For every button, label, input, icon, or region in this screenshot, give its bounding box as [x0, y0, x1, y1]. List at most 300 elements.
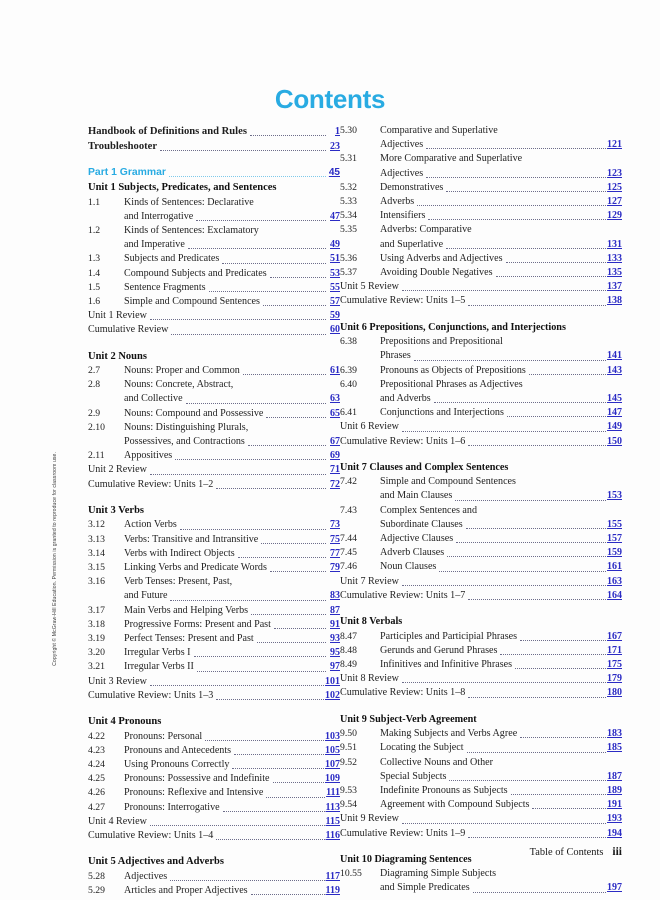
toc-entry-continuation[interactable]	[88, 238, 340, 252]
toc-entry[interactable]	[340, 266, 622, 280]
toc-entry-title: Irregular Verbs II	[124, 661, 194, 673]
toc-entry-title: Pronouns: Interrogative	[124, 801, 220, 813]
toc-entry-title: Perfect Tenses: Present and Past	[124, 632, 254, 644]
toc-page-number[interactable]: 133	[607, 252, 622, 264]
toc-entry[interactable]	[340, 504, 622, 518]
toc-entry[interactable]	[88, 518, 340, 532]
toc-entry[interactable]	[340, 209, 622, 223]
leader-dots	[175, 450, 326, 460]
toc-entry-number: 9.50	[340, 728, 357, 740]
leader-dots	[273, 773, 324, 783]
toc-entry[interactable]	[88, 801, 340, 815]
toc-entry[interactable]	[340, 406, 622, 420]
toc-page-number[interactable]: 143	[607, 364, 622, 376]
toc-entry-title: Unit 8 Review	[340, 673, 399, 685]
leader-dots	[468, 828, 606, 838]
toc-entry-title: Troubleshooter	[88, 141, 158, 152]
leader-dots	[532, 799, 606, 809]
leader-dots	[529, 365, 606, 375]
toc-entry[interactable]	[340, 644, 622, 658]
toc-page-number[interactable]: 193	[607, 813, 622, 825]
leader-dots	[496, 267, 606, 277]
toc-review-entry[interactable]	[340, 686, 622, 700]
toc-entry-number: 10.55	[340, 868, 362, 880]
toc-entry-title: and Future	[124, 590, 168, 602]
toc-page-number[interactable]: 157	[607, 533, 622, 545]
toc-entry[interactable]	[88, 421, 340, 435]
toc-entry[interactable]	[340, 378, 622, 392]
toc-entry-title: Kinds of Sentences: Declarative	[124, 196, 254, 208]
toc-page-number[interactable]: 127	[607, 196, 622, 208]
leader-dots	[274, 619, 326, 629]
toc-entry-title: Indefinite Pronouns as Subjects	[380, 784, 508, 796]
footer-label: Table of Contents	[529, 847, 604, 858]
toc-page-number[interactable]: 67	[330, 436, 340, 448]
toc-review-entry[interactable]	[88, 829, 340, 843]
unit-heading: Unit 2 Nouns	[88, 350, 147, 362]
toc-entry[interactable]	[88, 224, 340, 238]
toc-page-number[interactable]: 191	[607, 799, 622, 811]
toc-page-number[interactable]: 145	[607, 392, 622, 404]
toc-entry-number: 5.35	[340, 224, 357, 236]
toc-entry-number: 3.14	[88, 547, 105, 559]
page-title: Contents	[274, 84, 386, 114]
toc-review-entry[interactable]	[88, 309, 340, 323]
toc-page-number[interactable]: 117	[325, 870, 340, 882]
toc-entry-number: 3.21	[88, 661, 105, 673]
leader-dots	[216, 830, 324, 840]
toc-entry-number: 5.30	[340, 125, 357, 136]
toc-page-number[interactable]: 135	[607, 267, 622, 279]
toc-entry-title: and Collective	[124, 393, 183, 405]
toc-page-number[interactable]: 53	[330, 267, 340, 279]
toc-page-number[interactable]: 115	[325, 815, 340, 827]
toc-page-number[interactable]: 137	[607, 281, 622, 293]
toc-entry-title: Cumulative Review: Units 1–7	[340, 589, 466, 601]
toc-entry[interactable]	[88, 281, 340, 295]
toc-entry[interactable]	[340, 727, 622, 741]
toc-entry-title: Demonstratives	[380, 181, 444, 193]
toc-review-entry[interactable]	[340, 420, 622, 434]
leader-dots	[468, 296, 606, 306]
toc-page-number[interactable]: 113	[325, 801, 340, 813]
toc-page-number[interactable]: 150	[607, 435, 622, 447]
toc-entry[interactable]	[340, 630, 622, 644]
toc-page-number[interactable]: 138	[607, 295, 622, 307]
toc-entry[interactable]	[88, 604, 340, 618]
toc-review-entry[interactable]	[340, 589, 622, 603]
toc-entry-title: Unit 2 Review	[88, 464, 147, 476]
toc-page-number[interactable]: 95	[330, 647, 340, 659]
leader-dots	[520, 631, 606, 641]
leader-dots	[251, 605, 326, 615]
toc-entry-number: 3.20	[88, 647, 105, 659]
toc-entry[interactable]	[88, 575, 340, 589]
toc-entry-title: Noun Clauses	[380, 561, 437, 573]
toc-part-heading[interactable]	[88, 165, 340, 180]
unit-heading: Unit 1 Subjects, Predicates, and Sentences	[88, 182, 277, 193]
toc-page-number[interactable]: 129	[607, 210, 622, 222]
leader-dots	[194, 647, 326, 657]
toc-entry[interactable]	[88, 758, 340, 772]
toc-entry-title: Simple and Compound Sentences	[124, 295, 260, 307]
toc-entry-number: 1.6	[88, 295, 101, 307]
toc-page-number[interactable]: 163	[607, 575, 622, 587]
toc-entry-number: 2.8	[88, 379, 101, 391]
toc-entry[interactable]	[88, 533, 340, 547]
toc-entry-number: 5.36	[340, 252, 357, 264]
toc-entry-title: Pronouns: Personal	[124, 730, 203, 742]
toc-review-entry[interactable]	[340, 435, 622, 449]
toc-entry-number: 9.51	[340, 742, 357, 754]
leader-dots	[170, 591, 326, 601]
toc-entry-title: Adverbs: Comparative	[380, 224, 472, 236]
leader-dots	[171, 325, 326, 335]
toc-entry-title: Pronouns and Antecedents	[124, 744, 232, 756]
toc-entry-number: 5.34	[340, 210, 357, 222]
leader-dots	[250, 126, 326, 136]
page-footer	[530, 846, 622, 858]
toc-entry[interactable]	[88, 449, 340, 463]
leader-dots	[447, 547, 606, 557]
section-spacer	[88, 703, 340, 714]
toc-entry[interactable]	[88, 744, 340, 758]
toc-page-number[interactable]: 71	[330, 464, 340, 476]
toc-entry-continuation[interactable]	[340, 138, 622, 152]
toc-entry[interactable]	[88, 295, 340, 309]
toc-entry[interactable]	[340, 784, 622, 798]
toc-review-entry[interactable]	[340, 812, 622, 826]
toc-page-number[interactable]: 69	[330, 450, 340, 462]
toc-page-number[interactable]: 149	[607, 421, 622, 433]
leader-dots	[251, 885, 325, 895]
toc-entry-title: Handbook of Definitions and Rules	[88, 126, 247, 137]
toc-entry[interactable]	[88, 618, 340, 632]
toc-entry-continuation[interactable]	[340, 770, 622, 784]
toc-entry-title: Nouns: Concrete, Abstract,	[124, 379, 234, 391]
toc-page-number[interactable]: 23	[330, 141, 340, 152]
toc-page-number[interactable]: 194	[607, 827, 622, 839]
toc-entry-title: Verbs with Indirect Objects	[124, 547, 235, 559]
toc-entry-continuation[interactable]	[340, 518, 622, 532]
toc-page-number[interactable]: 57	[330, 295, 340, 307]
toc-page-number[interactable]: 87	[330, 604, 340, 616]
toc-page-number[interactable]: 183	[607, 728, 622, 740]
toc-entry-continuation[interactable]	[340, 238, 622, 252]
toc-entry[interactable]	[340, 124, 622, 138]
toc-page-number[interactable]: 55	[330, 281, 340, 293]
toc-entry-number: 6.39	[340, 364, 357, 376]
toc-page-number[interactable]: 187	[607, 770, 622, 782]
toc-toplevel-entry[interactable]	[88, 124, 340, 139]
toc-page-number[interactable]: 93	[330, 632, 340, 644]
toc-entry-number: 3.16	[88, 576, 105, 588]
toc-column-left	[88, 124, 340, 898]
toc-entry-title: Adjectives	[124, 870, 168, 882]
toc-entry[interactable]	[340, 364, 622, 378]
toc-page-number[interactable]: 153	[607, 490, 622, 502]
section-spacer	[340, 309, 622, 320]
toc-page-number[interactable]: 1	[335, 126, 340, 137]
toc-entry[interactable]	[340, 335, 622, 349]
toc-page-number[interactable]: 125	[607, 181, 622, 193]
toc-page-number[interactable]: 65	[330, 407, 340, 419]
toc-entry-title: and Simple Predicates	[380, 882, 470, 894]
toc-entry-number: 2.10	[88, 421, 105, 433]
toc-entry-title: Pronouns as Objects of Prepositions	[380, 364, 526, 376]
toc-entry-title: Pronouns: Reflexive and Intensive	[124, 787, 264, 799]
leader-dots	[468, 688, 606, 698]
toc-review-entry[interactable]	[340, 575, 622, 589]
toc-page-number[interactable]: 111	[326, 787, 340, 799]
leader-dots	[434, 393, 606, 403]
toc-page-number[interactable]: 47	[330, 210, 340, 222]
toc-entry[interactable]	[88, 730, 340, 744]
leader-dots	[150, 465, 326, 475]
unit-heading: Unit 7 Clauses and Complex Sentences	[340, 461, 509, 473]
toc-entry[interactable]	[340, 867, 622, 881]
toc-entry-continuation[interactable]	[340, 392, 622, 406]
toc-page-number[interactable]: 109	[325, 773, 340, 785]
toc-entry[interactable]	[340, 181, 622, 195]
toc-page-number[interactable]: 161	[607, 561, 622, 573]
toc-entry-number: 1.2	[88, 224, 101, 236]
leader-dots	[223, 802, 325, 812]
toc-entry-title: Cumulative Review: Units 1–6	[340, 435, 466, 447]
toc-review-entry[interactable]	[340, 280, 622, 294]
leader-dots	[456, 533, 606, 543]
toc-page-number[interactable]: 103	[325, 730, 340, 742]
toc-page-number[interactable]: 75	[330, 533, 340, 545]
toc-toplevel-entry[interactable]	[88, 139, 340, 154]
toc-entry-title: Possessives, and Contractions	[124, 436, 245, 448]
toc-entry[interactable]	[340, 475, 622, 489]
toc-page-number[interactable]: 147	[607, 407, 622, 419]
toc-entry-title: Subjects and Predicates	[124, 253, 220, 265]
toc-entry-number: 7.46	[340, 561, 357, 573]
copyright-notice: Copyright © McGraw-Hill Education. Permission is granted to reproduce for classroom use.	[52, 452, 58, 666]
toc-entry-title: and Imperative	[124, 239, 185, 251]
toc-page-number[interactable]: 116	[325, 829, 340, 841]
toc-entry-continuation[interactable]	[88, 435, 340, 449]
toc-entry-title: Nouns: Proper and Common	[124, 365, 240, 377]
toc-page-number[interactable]: 77	[330, 547, 340, 559]
toc-review-entry[interactable]	[88, 323, 340, 337]
toc-entry[interactable]	[88, 884, 340, 898]
toc-page-number[interactable]: 79	[330, 561, 340, 573]
toc-entry-number: 8.48	[340, 644, 357, 656]
leader-dots	[205, 731, 324, 741]
toc-page-number[interactable]: 45	[328, 167, 340, 178]
toc-entry[interactable]	[88, 772, 340, 786]
toc-page-number[interactable]: 164	[607, 589, 622, 601]
toc-page-number[interactable]: 60	[330, 324, 340, 336]
toc-entry[interactable]	[88, 267, 340, 281]
unit-heading: Unit 5 Adjectives and Adverbs	[88, 856, 224, 868]
toc-entry-number: 3.12	[88, 519, 105, 531]
toc-entry-title: Linking Verbs and Predicate Words	[124, 561, 267, 573]
toc-review-entry[interactable]	[88, 463, 340, 477]
toc-entry[interactable]	[340, 546, 622, 560]
toc-page-number[interactable]: 119	[325, 884, 340, 896]
toc-page-number[interactable]: 131	[607, 238, 622, 250]
toc-entry-title: Using Pronouns Correctly	[124, 758, 230, 770]
toc-entry-title: Pronouns: Possessive and Indefinite	[124, 773, 270, 785]
toc-entry[interactable]	[340, 252, 622, 266]
toc-entry-title: Adverb Clauses	[380, 547, 445, 559]
toc-page-number[interactable]: 102	[325, 689, 340, 701]
toc-entry-number: 7.43	[340, 504, 357, 516]
toc-page-number[interactable]: 105	[325, 744, 340, 756]
leader-dots	[261, 534, 326, 544]
toc-entry[interactable]	[88, 870, 340, 884]
toc-entry-continuation[interactable]	[340, 349, 622, 363]
toc-entry[interactable]	[340, 223, 622, 237]
toc-page-number[interactable]: 175	[607, 659, 622, 670]
toc-entry-title: Prepositional Phrases as Adjectives	[380, 378, 523, 390]
leader-dots	[402, 576, 606, 586]
toc-entry-number: 2.11	[88, 450, 105, 462]
toc-entry-title: Infinitives and Infinitive Phrases	[380, 659, 513, 670]
leader-dots	[402, 673, 606, 683]
toc-entry[interactable]	[340, 532, 622, 546]
leader-dots	[270, 562, 326, 572]
toc-entry-title: More Comparative and Superlative	[380, 153, 523, 165]
leader-dots	[468, 436, 606, 446]
toc-entry[interactable]	[88, 632, 340, 646]
toc-entry[interactable]	[88, 378, 340, 392]
toc-entry-title: Cumulative Review: Units 1–5	[340, 295, 466, 307]
toc-entry-number: 9.54	[340, 799, 357, 811]
toc-entry[interactable]	[88, 252, 340, 266]
toc-entry[interactable]	[88, 364, 340, 378]
section-spacer	[340, 603, 622, 614]
toc-entry-number: 4.27	[88, 801, 105, 813]
toc-page-number[interactable]: 97	[330, 661, 340, 673]
toc-page-number[interactable]: 83	[330, 590, 340, 602]
toc-entry-continuation[interactable]	[340, 489, 622, 503]
leader-dots	[216, 479, 326, 489]
toc-review-entry[interactable]	[88, 675, 340, 689]
toc-review-entry[interactable]	[88, 689, 340, 703]
toc-entry-title: Adjectives	[380, 139, 424, 151]
leader-dots	[507, 407, 606, 417]
toc-entry-title: Using Adverbs and Adjectives	[380, 252, 503, 264]
toc-entry[interactable]	[340, 152, 622, 166]
toc-entry-continuation[interactable]	[340, 167, 622, 181]
toc-page-number[interactable]: 121	[607, 139, 622, 151]
toc-page-number[interactable]: 155	[607, 518, 622, 530]
toc-entry-continuation[interactable]	[88, 392, 340, 406]
toc-entry[interactable]	[88, 547, 340, 561]
toc-entry-title: Collective Nouns and Other	[380, 756, 493, 768]
toc-page-number[interactable]: 167	[607, 630, 622, 642]
toc-entry[interactable]	[340, 741, 622, 755]
toc-entry[interactable]	[88, 646, 340, 660]
toc-page-number[interactable]: 59	[330, 310, 340, 322]
toc-page-number[interactable]: 171	[607, 644, 622, 656]
toc-entry-title: Unit 4 Review	[88, 815, 147, 827]
leader-dots	[222, 254, 326, 264]
toc-review-entry[interactable]	[340, 294, 622, 308]
toc-page-number[interactable]: 185	[607, 742, 622, 754]
toc-entry-title: Making Subjects and Verbs Agree	[380, 728, 518, 740]
leader-dots	[467, 743, 606, 753]
toc-page-number[interactable]: 72	[330, 478, 340, 490]
unit-heading: Unit 6 Prepositions, Conjunctions, and Interjections	[340, 321, 566, 333]
section-spacer	[340, 701, 622, 712]
toc-page-number[interactable]: 141	[607, 350, 622, 362]
toc-page-number[interactable]: 159	[607, 547, 622, 559]
toc-page-number[interactable]: 101	[325, 675, 340, 687]
toc-entry-continuation[interactable]	[88, 210, 340, 224]
toc-page-number[interactable]: 51	[330, 253, 340, 265]
toc-page-number[interactable]: 189	[607, 784, 622, 796]
toc-entry-title: Nouns: Compound and Possessive	[124, 407, 264, 419]
leader-dots	[150, 310, 326, 320]
toc-entry[interactable]	[88, 660, 340, 674]
leader-dots	[248, 436, 326, 446]
toc-page-number[interactable]: 63	[330, 393, 340, 405]
leader-dots	[449, 771, 606, 781]
toc-entry[interactable]	[340, 756, 622, 770]
toc-page-number[interactable]: 49	[330, 239, 340, 251]
toc-entry-title: Main Verbs and Helping Verbs	[124, 604, 249, 616]
toc-entry-continuation[interactable]	[340, 881, 622, 895]
toc-page-number[interactable]: 123	[607, 167, 622, 179]
toc-entry-title: Unit 6 Review	[340, 421, 399, 433]
leader-dots	[186, 394, 326, 404]
toc-entry[interactable]	[88, 561, 340, 575]
toc-entry-number: 4.24	[88, 758, 105, 770]
toc-page-number[interactable]: 197	[607, 882, 622, 894]
toc-review-entry[interactable]	[88, 815, 340, 829]
toc-page-number[interactable]: 107	[325, 758, 340, 770]
toc-entry-title: Verb Tenses: Present, Past,	[124, 576, 233, 588]
toc-entry-title: Unit 9 Review	[340, 813, 399, 825]
toc-page-number[interactable]: 91	[330, 618, 340, 630]
toc-entry[interactable]	[88, 196, 340, 210]
toc-review-entry[interactable]	[340, 672, 622, 686]
toc-page-number[interactable]: 180	[607, 687, 622, 699]
toc-entry-title: Avoiding Double Negatives	[380, 267, 493, 279]
toc-entry-title: Diagraming Simple Subjects	[380, 868, 497, 880]
toc-entry-title: Cumulative Review: Units 1–2	[88, 478, 214, 490]
toc-entry-title: Appositives	[124, 450, 173, 462]
toc-entry-number: 8.49	[340, 659, 357, 670]
toc-entry[interactable]	[340, 195, 622, 209]
leader-dots	[170, 871, 324, 881]
leader-dots	[238, 548, 326, 558]
toc-page-number[interactable]: 73	[330, 519, 340, 531]
toc-entry[interactable]	[88, 786, 340, 800]
toc-entry[interactable]	[88, 407, 340, 421]
toc-entry[interactable]	[340, 658, 622, 672]
toc-page-number[interactable]: 61	[330, 365, 340, 377]
toc-entry[interactable]	[340, 560, 622, 574]
leader-dots	[500, 645, 606, 655]
leader-dots	[468, 590, 606, 600]
toc-page-number[interactable]: 179	[607, 673, 622, 685]
toc-entry-continuation[interactable]	[88, 589, 340, 603]
toc-review-entry[interactable]	[88, 478, 340, 492]
toc-entry-title: Conjunctions and Interjections	[380, 407, 504, 419]
toc-review-entry[interactable]	[340, 827, 622, 841]
leader-dots	[197, 662, 326, 672]
leader-dots	[216, 690, 324, 700]
toc-entry-title: Adjectives	[380, 167, 424, 179]
toc-entry[interactable]	[340, 798, 622, 812]
